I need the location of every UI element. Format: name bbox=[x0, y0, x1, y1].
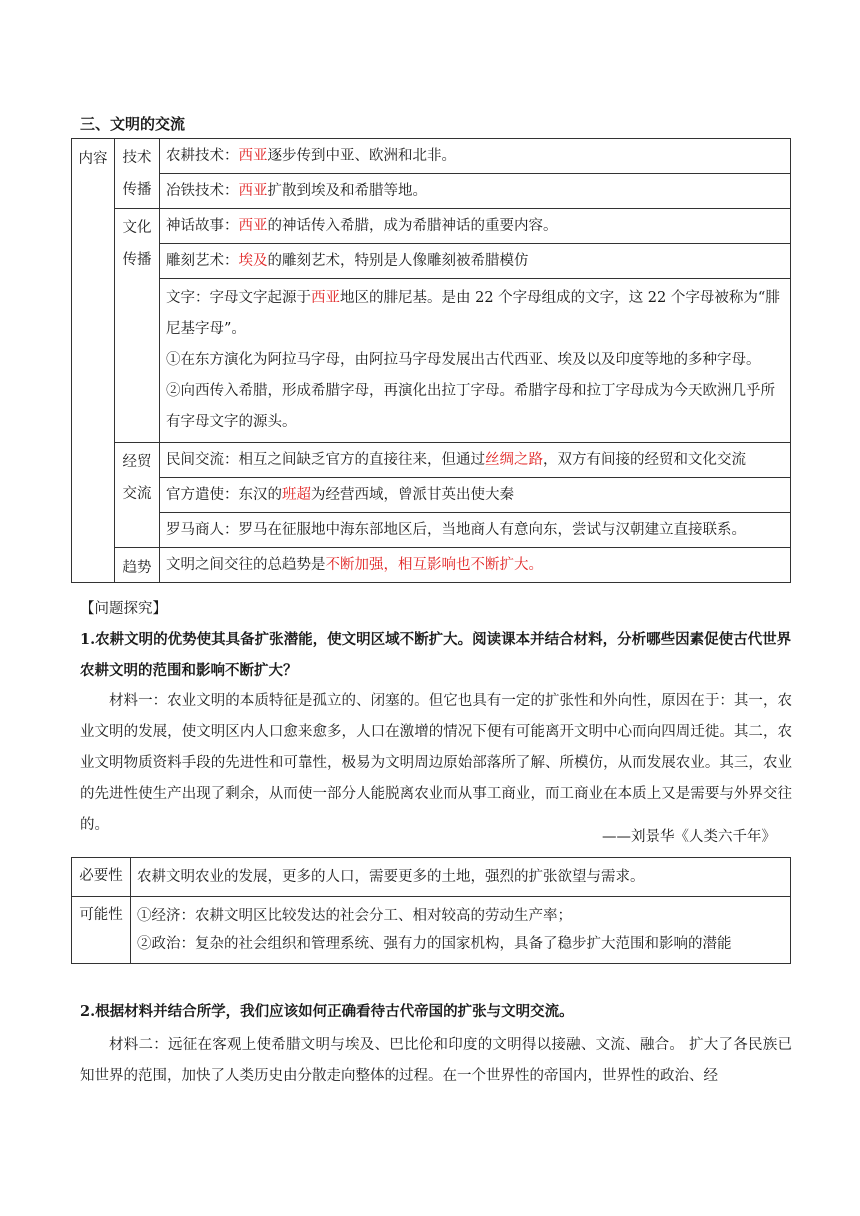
trend-text: 文明之间交往的总趋势是不断加强，相互影响也不断扩大。 bbox=[160, 548, 791, 583]
culture-row-sculpture: 雕刻艺术：埃及的雕刻艺术，特别是人像雕刻被希腊模仿 bbox=[160, 244, 791, 279]
necessity-text: 农耕文明农业的发展，更多的人口，需要更多的土地，强烈的扩张欲望与需求。 bbox=[131, 858, 791, 897]
possibility-text bbox=[131, 897, 791, 964]
analysis-table bbox=[71, 857, 791, 964]
necessity-label: 必要性 bbox=[72, 858, 131, 897]
writing-west: ②向西传入希腊，形成希腊字母，再演化出拉丁字母。希腊字母和拉丁字母成为今天欧洲几乎所有字母文字的源头。 bbox=[166, 383, 775, 430]
culture-label: 文化 传播 bbox=[115, 209, 160, 443]
culture-row-myth: 神话故事：西亚的神话传入希腊，成为希腊神话的重要内容。 bbox=[160, 209, 791, 244]
section-title: 三、文明的交流 bbox=[80, 115, 186, 133]
possibility-label: 可能性 bbox=[72, 897, 131, 964]
inquiry-heading: 【问题探究】 bbox=[80, 601, 167, 617]
possibility-politics: ②政治：复杂的社会组织和管理系统、强有力的国家机构，具备了稳步扩大范围和影响的潜能 bbox=[137, 936, 732, 952]
content-label: 内容 bbox=[72, 139, 115, 583]
writing-east: ①在东方演化为阿拉马字母，由阿拉马字母发展出古代西亚、埃及以及印度等地的多种字母。 bbox=[166, 352, 761, 368]
trade-row-roman: 罗马商人：罗马在征服地中海东部地区后，当地商人有意向东，尝试与汉朝建立直接联系。 bbox=[160, 513, 791, 548]
material-1: 材料一：农业文明的本质特征是孤立的、闭塞的。但它也具有一定的扩张性和外向性，原因在于：其一，农业文明的发展，使文明区内人口愈来愈多，人口在激增的情况下便有可能离开文明中心而向四周迁徙。其二，农业文明物质资料手段的先进性和可靠性，极易为文明周边原始部落所了解、所模仿，从而发展农业。其三，农业的先进性使生产出现了剩余，从而使一部分人能脱离农业而从事工商业，而工商业在本质上又是需要与外界交往的。 bbox=[80, 693, 792, 833]
tech-label: 技术 传播 bbox=[115, 139, 160, 209]
question-2: 2.根据材料并结合所学，我们应该如何正确看待古代帝国的扩张与文明交流。 bbox=[80, 1003, 574, 1020]
trend-label: 趋势 bbox=[115, 548, 160, 583]
material-1-source: ——刘景华《人类六千年》 bbox=[602, 829, 776, 845]
trade-row-envoy: 官方遣使：东汉的班超为经营西域，曾派甘英出使大秦 bbox=[160, 478, 791, 513]
possibility-economy: ①经济：农耕文明区比较发达的社会分工、相对较高的劳动生产率； bbox=[137, 908, 572, 924]
trade-row-folk: 民间交流：相互之间缺乏官方的直接往来，但通过丝绸之路，双方有间接的经贸和文化交流 bbox=[160, 443, 791, 478]
writing-intro: 文字：字母文字起源于西亚地区的腓尼基。是由 22 个字母组成的文字，这 22 个字母被称为“腓尼基字母”。 bbox=[166, 290, 780, 337]
material-2: 材料二：远征在客观上使希腊文明与埃及、巴比伦和印度的文明得以接融、文流、融合。 扩大了各民族已知世界的范围，加快了人类历史由分散走向整体的过程。在一个世界性的帝国内，世界性的政治、经 bbox=[80, 1037, 792, 1084]
culture-row-writing bbox=[160, 279, 791, 443]
trade-label: 经贸 交流 bbox=[115, 443, 160, 548]
tech-row-farming: 农耕技术：西亚逐步传到中亚、欧洲和北非。 bbox=[160, 139, 791, 174]
question-1: 1.农耕文明的优势使其具备扩张潜能，使文明区域不断扩大。阅读课本并结合材料，分析哪些因素促使古代世界农耕文明的范围和影响不断扩大？ bbox=[80, 631, 792, 679]
tech-row-iron: 冶铁技术：西亚扩散到埃及和希腊等地。 bbox=[160, 174, 791, 209]
civilization-exchange-table bbox=[71, 138, 791, 583]
